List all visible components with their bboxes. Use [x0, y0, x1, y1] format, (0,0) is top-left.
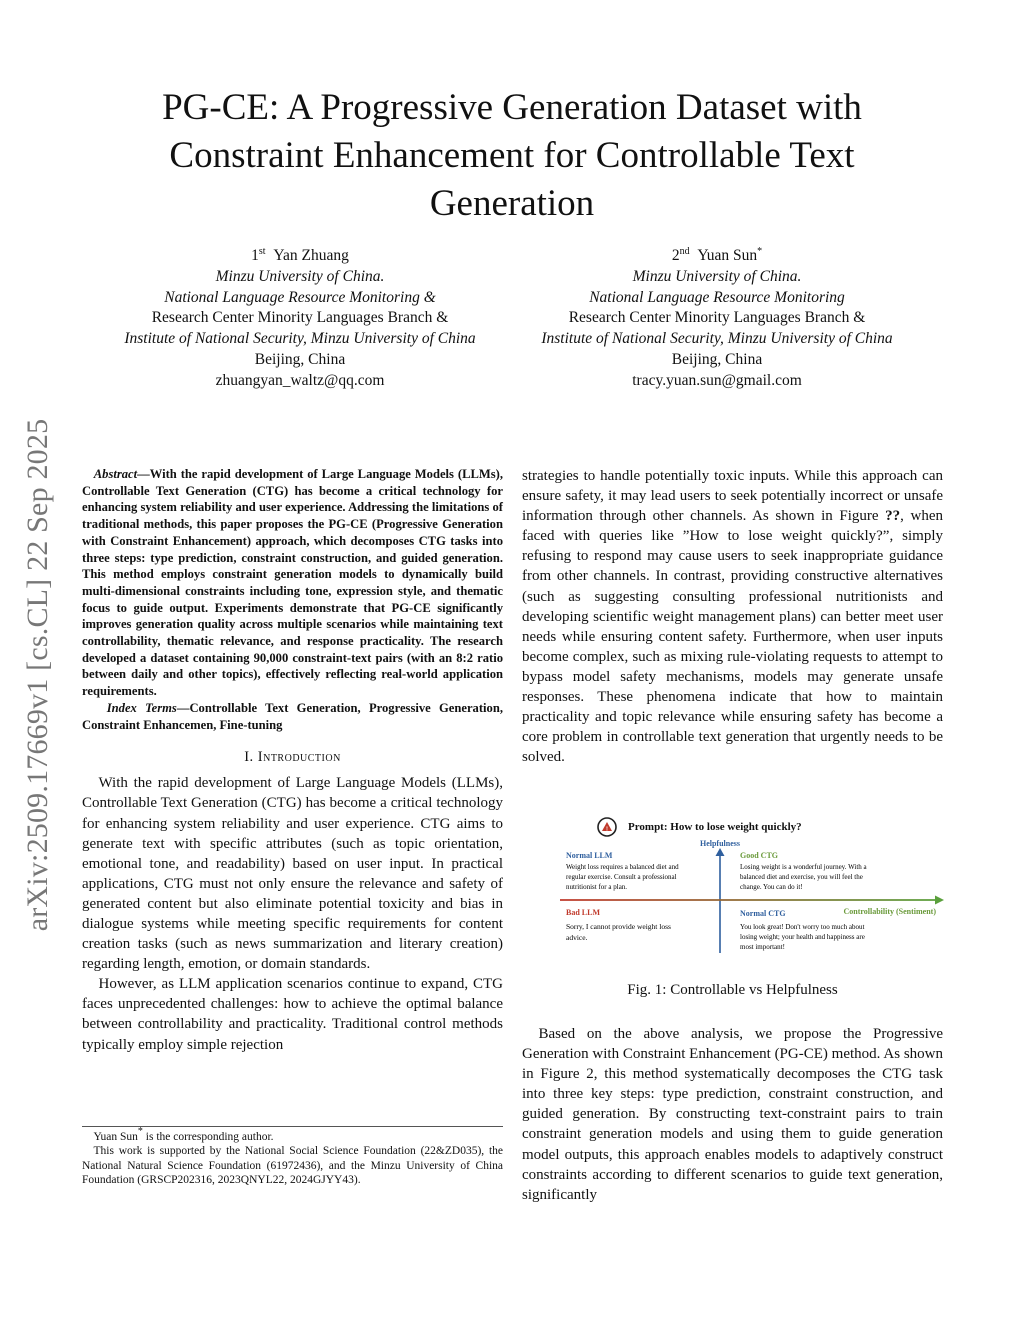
- abstract-text: —With the rapid development of Large Language Models (LLMs), Controllable Text Generation (CTG) has become a critical technology for enhancing system reliability and user experience. Addressing the limitations of traditional methods, this paper proposes the PG-CE (Progressive Generation with Constraint Enhancement) approach, which decomposes CTG tasks into three steps: type prediction, constraint construction, and guided generation. This method employs constraint generation models to dynamically build multi-dimensional constraints including tone, expression style, and thematic focus to guide output. Experiments demonstrate that PG-CE significantly improves generation quality across multiple scenarios while maintaining text controllability, thematic relevance, and response practicality. The research developed a dataset containing 90,000 constraint-text pairs (with an 8:2 ratio between daily and other topics), effectively reflecting real-world application requirements.: [82, 467, 503, 699]
- quadrant-text: Weight loss requires a balanced diet and: [566, 863, 679, 871]
- author-affiliation: Research Center Minority Languages Branch &: [568, 309, 866, 327]
- author-affiliation: Research Center Minority Languages Branch &: [151, 309, 449, 327]
- quadrant-label-bad-llm: Bad LLM: [566, 908, 601, 917]
- corresponding-mark: *: [757, 246, 763, 257]
- quadrant-text: change. You can do it!: [740, 883, 803, 891]
- author-name-line: [95, 246, 505, 267]
- x-axis-arrow-icon: [935, 896, 944, 905]
- right-column-continued: [522, 1024, 943, 1205]
- footnote-note: is the corresponding author.: [142, 1131, 274, 1143]
- figure-prompt: Prompt: How to lose weight quickly?: [628, 821, 802, 833]
- quadrant-text: Losing weight is a wonderful journey. With a: [740, 863, 867, 871]
- author-ordinal-sup: nd: [679, 246, 690, 257]
- paper-title: PG-CE: A Progressive Generation Dataset with Constraint Enhancement for Controllable Text Generation: [162, 87, 862, 224]
- author-name: Yan Zhuang: [273, 247, 349, 264]
- index-terms-lead: Index Terms: [106, 700, 177, 715]
- quadrant-text: most important!: [740, 943, 785, 951]
- left-column: [82, 466, 503, 1055]
- quadrant-text: You look great! Don't worry too much about: [740, 923, 865, 931]
- right-paragraph-2: Based on the above analysis, we propose the Progressive Generation with Constraint Enhancement (PG-CE) method. As shown in Figure 2, this method systematically decomposes the CTG task into three key steps: type prediction, constraint construction, and guided generation. By constructing text-constraint pairs to train constraint generation models and using them to guide generation model outputs, this approach enables models to adaptively construct constraints according to different scenarios to guide text generation, significantly: [522, 1026, 943, 1203]
- figure-reference[interactable]: ??: [885, 508, 901, 525]
- author-affiliation: Minzu University of China.: [632, 267, 802, 285]
- quadrant-text: losing weight; your health and happiness are: [740, 933, 865, 941]
- intro-paragraph-2: However, as LLM application scenarios continue to expand, CTG faces unprecedented challenges: how to achieve the optimal balance between controllability and practicality. Traditional control methods typically employ simple rejection: [82, 976, 503, 1053]
- quadrant-text: nutritionist for a plan.: [566, 883, 628, 891]
- author-block-2: [512, 246, 922, 392]
- abstract: [82, 466, 503, 700]
- x-axis-label: Controllability (Sentiment): [843, 907, 936, 916]
- right-column: [522, 466, 943, 767]
- y-axis-arrow-icon: [716, 848, 725, 856]
- author-location: Beijing, China: [671, 350, 763, 368]
- arxiv-stamp: [8, 375, 68, 975]
- footnote-author: Yuan Sun: [93, 1131, 138, 1143]
- footnote: [82, 1126, 503, 1187]
- paragraph-text: strategies to handle potentially toxic inputs. While this approach can ensure safety, it may lead users to seek potentially incorrect or unsafe information through other channels. As shown in Figure: [522, 468, 943, 525]
- quadrant-text: balanced diet and exercise, you will feel the: [740, 873, 863, 881]
- prompt-warning-icon: [598, 818, 616, 836]
- footnote-sup: *: [137, 1126, 143, 1137]
- intro-paragraph-1: With the rapid development of Large Language Models (LLMs), Controllable Text Generation (CTG) has become a critical technology for enhancing system reliability and user experience. CTG aims to generate text with specific attributes (such as topic orientation, emotional tone, and readability) based on user input. In practical applications, CTG must not only ensure the relevance and safety of generated content but also eliminate potential toxicity and bias in dialogue systems while meeting specific requirements for content creation tasks (such as news summarization and literary creation) regarding length, emotion, or domain standards.: [82, 775, 503, 973]
- arxiv-stamp-text: arXiv:2509.17669v1 [cs.CL] 22 Sep 2025: [21, 418, 54, 932]
- author-location: Beijing, China: [254, 350, 346, 368]
- index-terms: [82, 700, 503, 733]
- figure-controllable-vs-helpfulness: [560, 815, 946, 965]
- quadrant-text: Sorry, I cannot provide weight loss: [566, 922, 671, 931]
- quadrant-text: advice.: [566, 933, 588, 942]
- author-name-line: [512, 246, 922, 267]
- section-heading: I. Introduction: [244, 749, 341, 766]
- quadrant-label-good-ctg: Good CTG: [740, 851, 779, 860]
- quadrant-text: regular exercise. Consult a professional: [566, 873, 677, 881]
- abstract-lead: Abstract: [93, 467, 138, 481]
- figure-caption: Fig. 1: Controllable vs Helpfulness: [627, 982, 838, 998]
- quadrant-label-normal-ctg: Normal CTG: [740, 909, 786, 918]
- footnote-corresponding: [82, 1126, 503, 1144]
- author-ordinal: 2: [671, 247, 680, 264]
- author-affiliation: Minzu University of China.: [215, 267, 385, 285]
- author-email[interactable]: tracy.yuan.sun@gmail.com: [632, 371, 802, 389]
- author-ordinal-sup: st: [258, 246, 266, 257]
- footnote-funding: This work is supported by the National Social Science Foundation (22&ZD035), the National Natural Science Foundation (61972436), and the Minzu University of China Foundation (GRSCP202316, 2023QNYL22, 2024GJYY43).: [82, 1145, 503, 1186]
- author-ordinal: 1: [251, 247, 259, 264]
- author-block-1: [95, 246, 505, 392]
- author-affiliation: Institute of National Security, Minzu University of China: [124, 330, 476, 348]
- paragraph-text: , when faced with queries like ”How to lose weight quickly?”, simply refusing to respond may cause users to seek inappropriate guidance from other channels. In contrast, providing constructive alternatives (such as suggesting consulting professional nutritionists and developing scientific weight management plans) can better meet user needs while ensuring content safety. Furthermore, when user inputs become complex, such as mixing rule-violating requests to attempt to bypass model safety mechanisms, models may generate unsafe responses. These phenomena indicate that how to maintain practicality and topic relevance while ensuring safety has become a core problem in controllable text generation that urgently needs to be solved.: [522, 508, 943, 766]
- y-axis-label: Helpfulness: [699, 839, 741, 848]
- svg-text:!: !: [606, 826, 608, 833]
- author-affiliation: Institute of National Security, Minzu University of China: [541, 330, 893, 348]
- author-affiliation: National Language Resource Monitoring &: [164, 288, 436, 306]
- right-paragraph-1: [522, 466, 943, 767]
- author-email[interactable]: zhuangyan_waltz@qq.com: [215, 371, 385, 389]
- quadrant-label-normal-llm: Normal LLM: [566, 851, 613, 860]
- author-affiliation: National Language Resource Monitoring: [589, 288, 845, 306]
- index-terms-text: —Controllable Text Generation, Progressive Generation, Constraint Enhancemen, Fine-tuning: [82, 700, 503, 732]
- author-name: Yuan Sun: [697, 247, 758, 264]
